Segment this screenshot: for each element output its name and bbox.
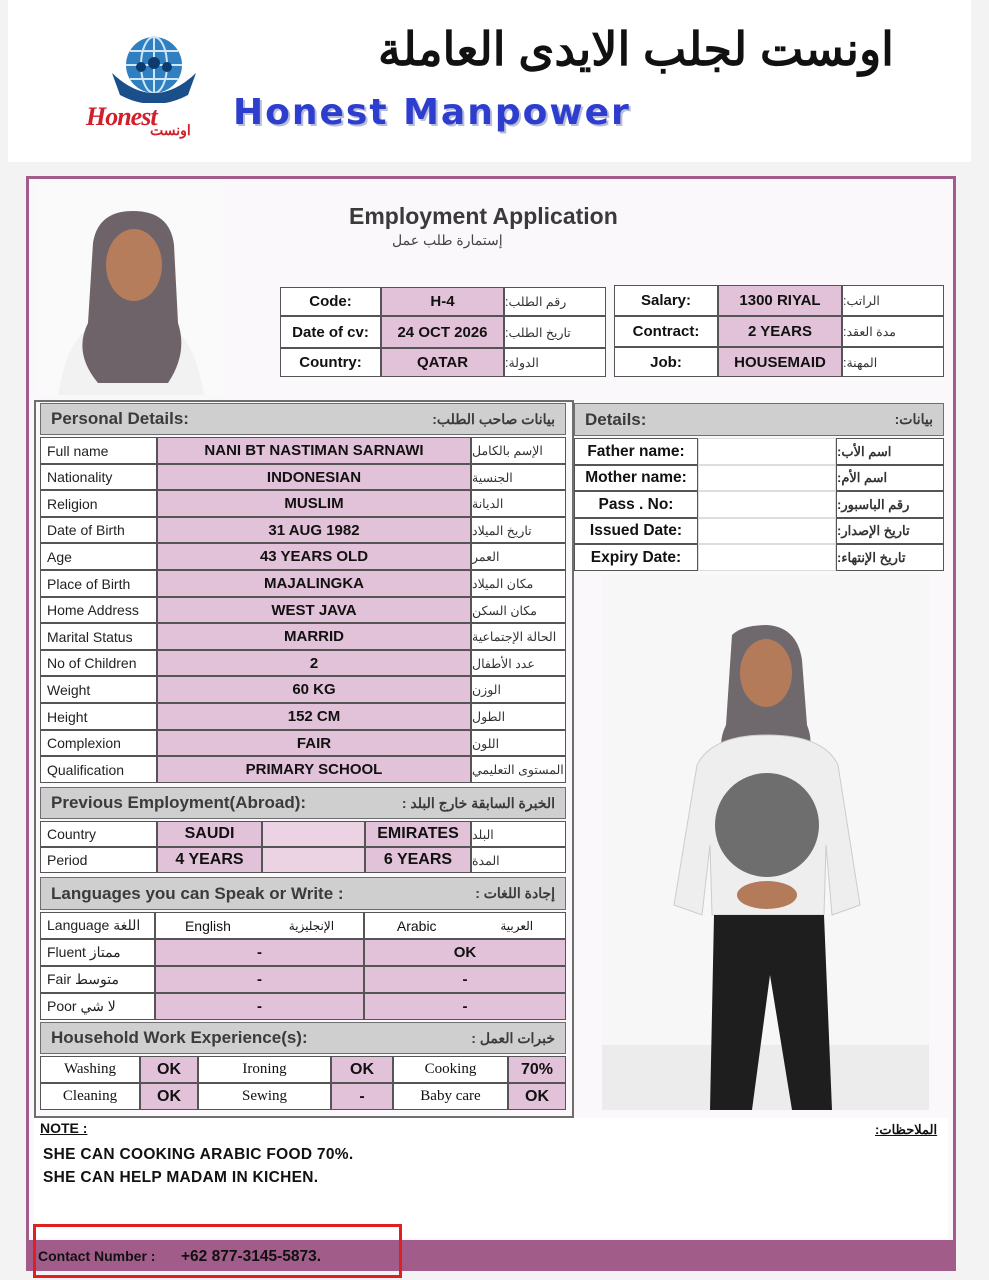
babycare-value: OK [508, 1083, 566, 1110]
prev-country-1: SAUDI [157, 821, 262, 847]
languages-title: Languages you can Speak or Write : [51, 883, 344, 903]
prev-period-arabic: المدة [471, 847, 566, 873]
washing-label: Washing [40, 1056, 140, 1083]
personal-row-value: 31 AUG 1982 [157, 517, 471, 543]
personal-row-value: MARRID [157, 623, 471, 650]
personal-details-header [40, 403, 566, 435]
job-arabic-label: المهنة: [842, 347, 944, 377]
personal-row-value: 43 YEARS OLD [157, 543, 471, 570]
details-row-value [698, 491, 836, 518]
arabic-level-value: OK [364, 939, 566, 966]
salary-label: Salary: [614, 285, 718, 316]
personal-row-label: Marital Status [40, 623, 157, 650]
details-row-label: Father name: [574, 438, 698, 465]
languages-title-ar: إجادة اللغات : [475, 885, 555, 901]
personal-row-label: Complexion [40, 730, 157, 756]
personal-row-arabic-label: الإسم بالكامل [471, 437, 566, 464]
arabic-label: Arabic [396, 917, 437, 934]
note-label-arabic: الملاحظات: [875, 1122, 938, 1137]
details-row-value [698, 465, 836, 491]
washing-value: OK [140, 1056, 198, 1083]
personal-row-label: Full name [40, 437, 157, 464]
details-row-label: Pass . No: [574, 491, 698, 518]
arabic-label-ar: العربية [500, 918, 534, 933]
languages-header [40, 877, 566, 910]
personal-row-label: Place of Birth [40, 570, 157, 597]
job-value: HOUSEMAID [718, 347, 842, 377]
contract-label: Contract: [614, 316, 718, 347]
cooking-value: 70% [508, 1056, 566, 1083]
language-level-label: Fluent ممتاز [40, 939, 155, 966]
personal-row-label: Home Address [40, 597, 157, 623]
personal-row-arabic-label: مكان السكن [471, 597, 566, 623]
personal-row-arabic-label: تاريخ الميلاد [471, 517, 566, 543]
personal-row-label: Date of Birth [40, 517, 157, 543]
arabic-column-header [364, 912, 566, 939]
date-label: Date of cv: [280, 316, 381, 348]
code-value: H-4 [381, 287, 504, 316]
details-row-arabic-label: اسم الأب: [836, 438, 944, 465]
previous-employment-title-ar: الخبرة السابقة خارج البلد : [401, 794, 555, 811]
details-row-arabic-label: تاريخ الإصدار: [836, 518, 944, 544]
babycare-label: Baby care [393, 1083, 508, 1110]
globe-logo-icon [108, 33, 200, 103]
personal-row-arabic-label: الديانة [471, 490, 566, 517]
language-label: Language اللغة [40, 912, 155, 939]
form-title: Employment Application [349, 203, 618, 229]
logo-arabic-text: اونست [150, 122, 191, 138]
personal-row-arabic-label: مكان الميلاد [471, 570, 566, 597]
personal-details-title-ar: بيانات صاحب الطلب: [432, 410, 555, 427]
personal-row-arabic-label: العمر [471, 543, 566, 570]
date-arabic-label: تاريخ الطلب: [504, 316, 606, 348]
personal-row-arabic-label: الجنسية [471, 464, 566, 490]
english-label: English [184, 917, 231, 934]
details-title-ar: بيانات: [894, 411, 933, 427]
note-line-2: SHE CAN HELP MADAM IN KICHEN. [43, 1169, 319, 1186]
household-title-ar: خبرات العمل : [471, 1029, 555, 1046]
details-row-arabic-label: رقم الباسبور: [836, 491, 944, 518]
personal-row-label: Nationality [40, 464, 157, 490]
english-level-value: - [155, 939, 364, 966]
details-row-label: Issued Date: [574, 518, 698, 544]
prev-period-label: Period [40, 847, 157, 873]
details-title: Details: [585, 409, 647, 429]
personal-row-value: MAJALINGKA [157, 570, 471, 597]
date-value: 24 OCT 2026 [381, 316, 504, 348]
personal-row-value: NANI BT NASTIMAN SARNAWI [157, 437, 471, 464]
personal-row-value: INDONESIAN [157, 464, 471, 490]
salary-arabic-label: الراتب: [842, 285, 944, 316]
english-level-value: - [155, 993, 364, 1020]
prev-empty-cell [262, 847, 365, 873]
household-header [40, 1022, 566, 1054]
language-level-label: Fair متوسط [40, 966, 155, 993]
personal-row-value: FAIR [157, 730, 471, 756]
country-label: Country: [280, 348, 381, 377]
details-row-value [698, 438, 836, 465]
personal-row-value: MUSLIM [157, 490, 471, 517]
prev-country-arabic: البلد [471, 821, 566, 847]
arabic-company-title: اونست لجلب الايدى العاملة [378, 23, 894, 75]
personal-row-value: PRIMARY SCHOOL [157, 756, 471, 783]
arabic-level-value: - [364, 993, 566, 1020]
contract-value: 2 YEARS [718, 316, 842, 347]
contract-arabic-label: مدة العقد: [842, 316, 944, 347]
personal-row-label: Qualification [40, 756, 157, 783]
personal-row-label: No of Children [40, 650, 157, 676]
personal-details-title: Personal Details: [51, 409, 189, 428]
previous-employment-title: Previous Employment(Abroad): [51, 793, 307, 812]
personal-row-arabic-label: المستوى التعليمي [471, 756, 566, 783]
form-subtitle-arabic: إستمارة طلب عمل [392, 232, 503, 248]
personal-row-arabic-label: الوزن [471, 676, 566, 703]
applicant-portrait-photo [38, 183, 224, 395]
details-row-arabic-label: تاريخ الإنتهاء: [836, 544, 944, 571]
household-title: Household Work Experience(s): [51, 1028, 308, 1047]
personal-row-arabic-label: اللون [471, 730, 566, 756]
sewing-label: Sewing [198, 1083, 331, 1110]
cooking-label: Cooking [393, 1056, 508, 1083]
details-row-label: Expiry Date: [574, 544, 698, 571]
note-line-1: SHE CAN COOKING ARABIC FOOD 70%. [43, 1146, 354, 1163]
sewing-value: - [331, 1083, 393, 1110]
personal-row-arabic-label: الحالة الإجتماعية [471, 623, 566, 650]
personal-row-value: 2 [157, 650, 471, 676]
cleaning-label: Cleaning [40, 1083, 140, 1110]
language-level-label: Poor لا شي [40, 993, 155, 1020]
details-header [574, 403, 944, 436]
prev-country-label: Country [40, 821, 157, 847]
personal-row-label: Weight [40, 676, 157, 703]
prev-empty-cell [262, 821, 365, 847]
country-value: QATAR [381, 348, 504, 377]
applicant-full-body-photo [602, 575, 929, 1110]
english-company-title: Honest Manpower [233, 92, 631, 133]
country-arabic-label: الدولة: [504, 348, 606, 377]
code-label: Code: [280, 287, 381, 316]
prev-country-2: EMIRATES [365, 821, 471, 847]
personal-row-arabic-label: الطول [471, 703, 566, 730]
note-label: NOTE : [40, 1120, 88, 1136]
details-row-arabic-label: اسم الأم: [836, 465, 944, 491]
job-label: Job: [614, 347, 718, 377]
logo-text: Honest [86, 102, 157, 131]
personal-row-arabic-label: عدد الأطفال [471, 650, 566, 676]
prev-period-1: 4 YEARS [157, 847, 262, 873]
personal-row-label: Height [40, 703, 157, 730]
details-row-label: Mother name: [574, 465, 698, 491]
previous-employment-header [40, 787, 566, 819]
arabic-level-value: - [364, 966, 566, 993]
personal-row-value: 152 CM [157, 703, 471, 730]
personal-row-label: Religion [40, 490, 157, 517]
contact-label: Contact Number : [38, 1248, 156, 1264]
ironing-label: Ironing [198, 1056, 331, 1083]
ironing-value: OK [331, 1056, 393, 1083]
details-row-value [698, 544, 836, 571]
contact-number: +62 877-3145-5873. [181, 1248, 322, 1265]
salary-value: 1300 RIYAL [718, 285, 842, 316]
personal-row-value: 60 KG [157, 676, 471, 703]
english-label-ar: الإنجليزية [288, 918, 335, 933]
prev-period-2: 6 YEARS [365, 847, 471, 873]
personal-row-label: Age [40, 543, 157, 570]
english-column-header [155, 912, 364, 939]
english-level-value: - [155, 966, 364, 993]
code-arabic-label: رقم الطلب: [504, 287, 606, 316]
personal-row-value: WEST JAVA [157, 597, 471, 623]
details-row-value [698, 518, 836, 544]
cleaning-value: OK [140, 1083, 198, 1110]
